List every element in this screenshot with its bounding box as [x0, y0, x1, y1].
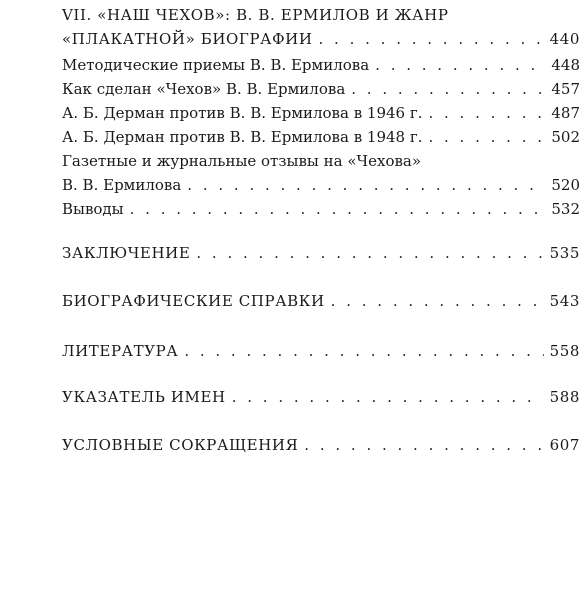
toc-entry[interactable] [62, 176, 580, 202]
toc-entry[interactable] [62, 128, 580, 154]
dot-leader [304, 436, 543, 454]
dot-leader [187, 176, 545, 194]
section-entry[interactable] [62, 436, 580, 462]
page-number: 487 [551, 104, 580, 122]
entry-title: Методические приемы В. В. Ермилова [62, 56, 370, 74]
dot-leader [331, 292, 544, 310]
dot-leader [428, 104, 545, 122]
entry-title: А. Б. Дерман против В. В. Ермилова в 1946 г. [62, 104, 423, 122]
dot-leader [351, 80, 545, 98]
dot-leader [319, 30, 544, 48]
entry-title-line-2: В. В. Ермилова [62, 176, 182, 194]
entry-title: Как сделан «Чехов» В. В. Ермилова [62, 80, 346, 98]
section-entry[interactable] [62, 244, 580, 270]
section-title: УСЛОВНЫЕ СОКРАЩЕНИЯ [62, 436, 299, 454]
chapter-title-line-1: VII. «НАШ ЧЕХОВ»: В. В. ЕРМИЛОВ И ЖАНР [62, 6, 449, 24]
entry-title-line-1: Газетные и журнальные отзывы на «Чехова» [62, 152, 422, 170]
page-number: 607 [549, 436, 580, 454]
page-number: 448 [551, 56, 580, 74]
page-number: 535 [549, 244, 580, 262]
dot-leader [428, 128, 545, 146]
section-entry[interactable] [62, 388, 580, 414]
toc-entry[interactable] [62, 104, 580, 130]
section-title: УКАЗАТЕЛЬ ИМЕН [62, 388, 226, 406]
page-number: 588 [549, 388, 580, 406]
section-entry[interactable] [62, 342, 580, 368]
page-number: 440 [549, 30, 580, 48]
dot-leader [130, 200, 546, 218]
toc-entry[interactable] [62, 56, 580, 82]
page-number: 520 [551, 176, 580, 194]
dot-leader [184, 342, 543, 360]
page-number: 543 [549, 292, 580, 310]
section-title: ЗАКЛЮЧЕНИЕ [62, 244, 191, 262]
toc-entry[interactable] [62, 80, 580, 106]
entry-title: Выводы [62, 200, 124, 218]
page-number: 558 [549, 342, 580, 360]
chapter-title-line-2: «ПЛАКАТНОЙ» БИОГРАФИИ [62, 30, 313, 48]
chapter-entry[interactable] [62, 30, 580, 56]
section-title: ЛИТЕРАТУРА [62, 342, 179, 360]
page-number: 532 [551, 200, 580, 218]
section-title: БИОГРАФИЧЕСКИЕ СПРАВКИ [62, 292, 325, 310]
toc-entry[interactable] [62, 200, 580, 226]
page-number: 457 [551, 80, 580, 98]
dot-leader [196, 244, 543, 262]
section-entry[interactable] [62, 292, 580, 318]
entry-title: А. Б. Дерман против В. В. Ермилова в 1948 г. [62, 128, 423, 146]
dot-leader [232, 388, 544, 406]
page-number: 502 [551, 128, 580, 146]
dot-leader [375, 56, 545, 74]
